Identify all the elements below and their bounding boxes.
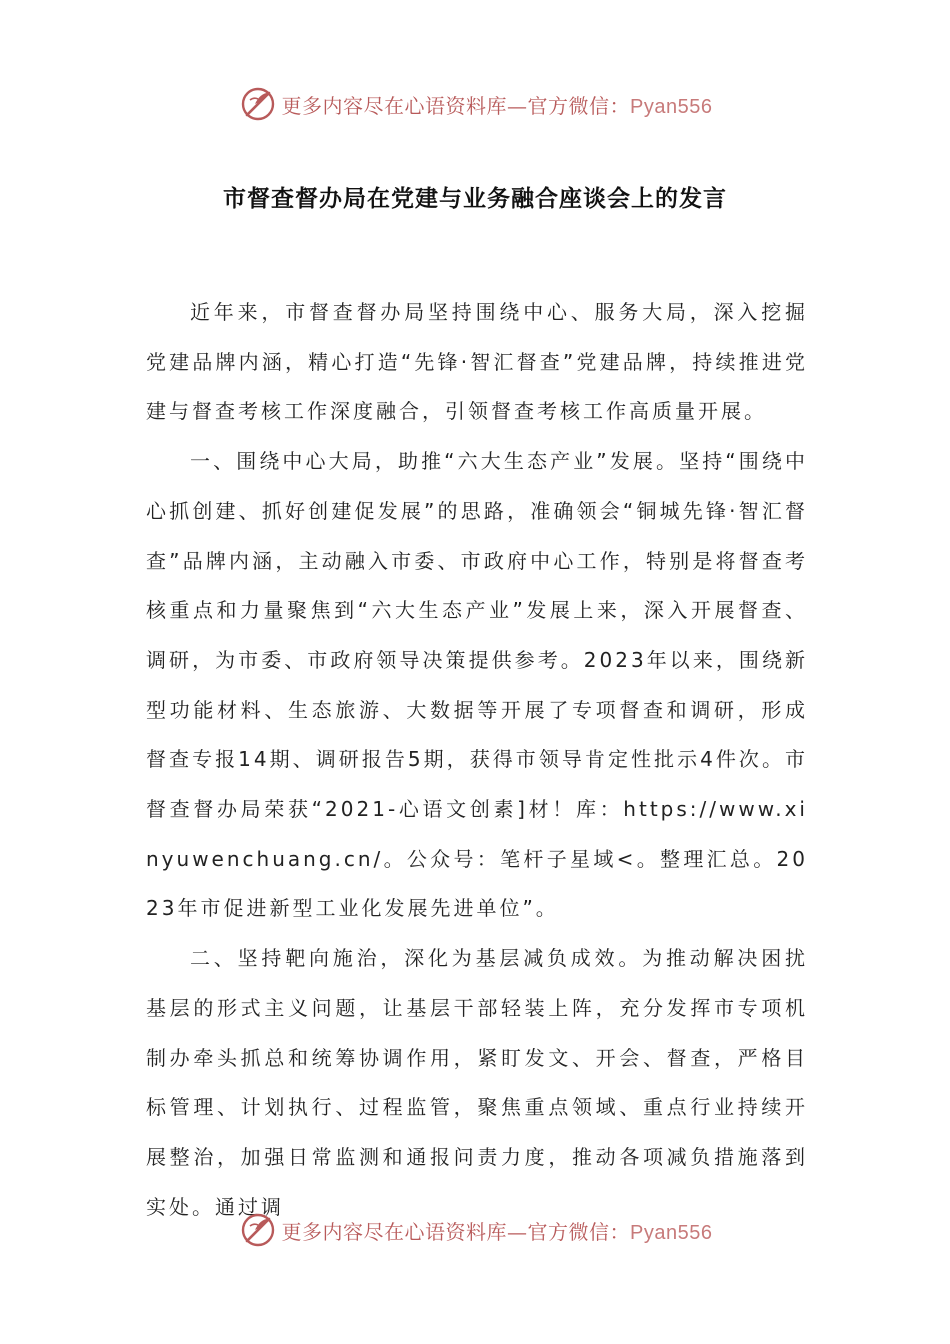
quill-logo-icon <box>238 84 278 124</box>
quill-logo-icon <box>238 1210 278 1250</box>
watermark-text: 更多内容尽在心语资料库—官方微信：Pyan556 <box>281 93 713 118</box>
paragraph-intro: 近年来，市督查督办局坚持围绕中心、服务大局，深入挖掘党建品牌内涵，精心打造“先锋·智汇督查”党建品牌，持续推进党建与督查考核工作深度融合，引领督查考核工作高质量开展。 <box>146 300 808 424</box>
paragraph-section-1: 一、围绕中心大局，助推“六大生态产业”发展。坚持“围绕中心抓创建、抓好创建促发展”的思路，准确领会“铜城先锋·智汇督查”品牌内涵，主动融入市委、市政府中心工作，特别是将督查考核重点和力量聚焦到“六大生态产业”发展上来，深入开展督查、调研，为市委、市政府领导决策提供参考。2023年以来，围绕新型功能材料、生态旅游、大数据等开展了专项督查和调研，形成督查专报14期、调研报告5期，获得市领导肯定性批示4件次。市督查督办局荣获“2021-心语文创素]材！库：https://www.xinyuwenchuang.cn/。公众号：笔杆子星域<。整理汇总。2023年市促进新型工业化发展先进单位”。 <box>146 449 808 921</box>
watermark-text: 更多内容尽在心语资料库—官方微信：Pyan556 <box>281 1219 713 1244</box>
wechat-id: Pyan556 <box>630 95 713 118</box>
watermark-banner-bottom <box>0 1208 950 1252</box>
document-body <box>146 288 808 1232</box>
watermark-banner-top <box>0 82 950 126</box>
document-title: 市督查督办局在党建与业务融合座谈会上的发言 <box>223 186 727 212</box>
wechat-id: Pyan556 <box>630 1221 713 1244</box>
paragraph-section-2: 二、坚持靶向施治，深化为基层减负成效。为推动解决困扰基层的形式主义问题，让基层干部轻装上阵，充分发挥市专项机制办牵头抓总和统筹协调作用，紧盯发文、开会、督查，严格目标管理、计划执行、过程监管，聚焦重点领域、重点行业持续开展整治，加强日常监测和通报问责力度，推动各项减负措施落到实处。通过调 <box>146 946 808 1219</box>
